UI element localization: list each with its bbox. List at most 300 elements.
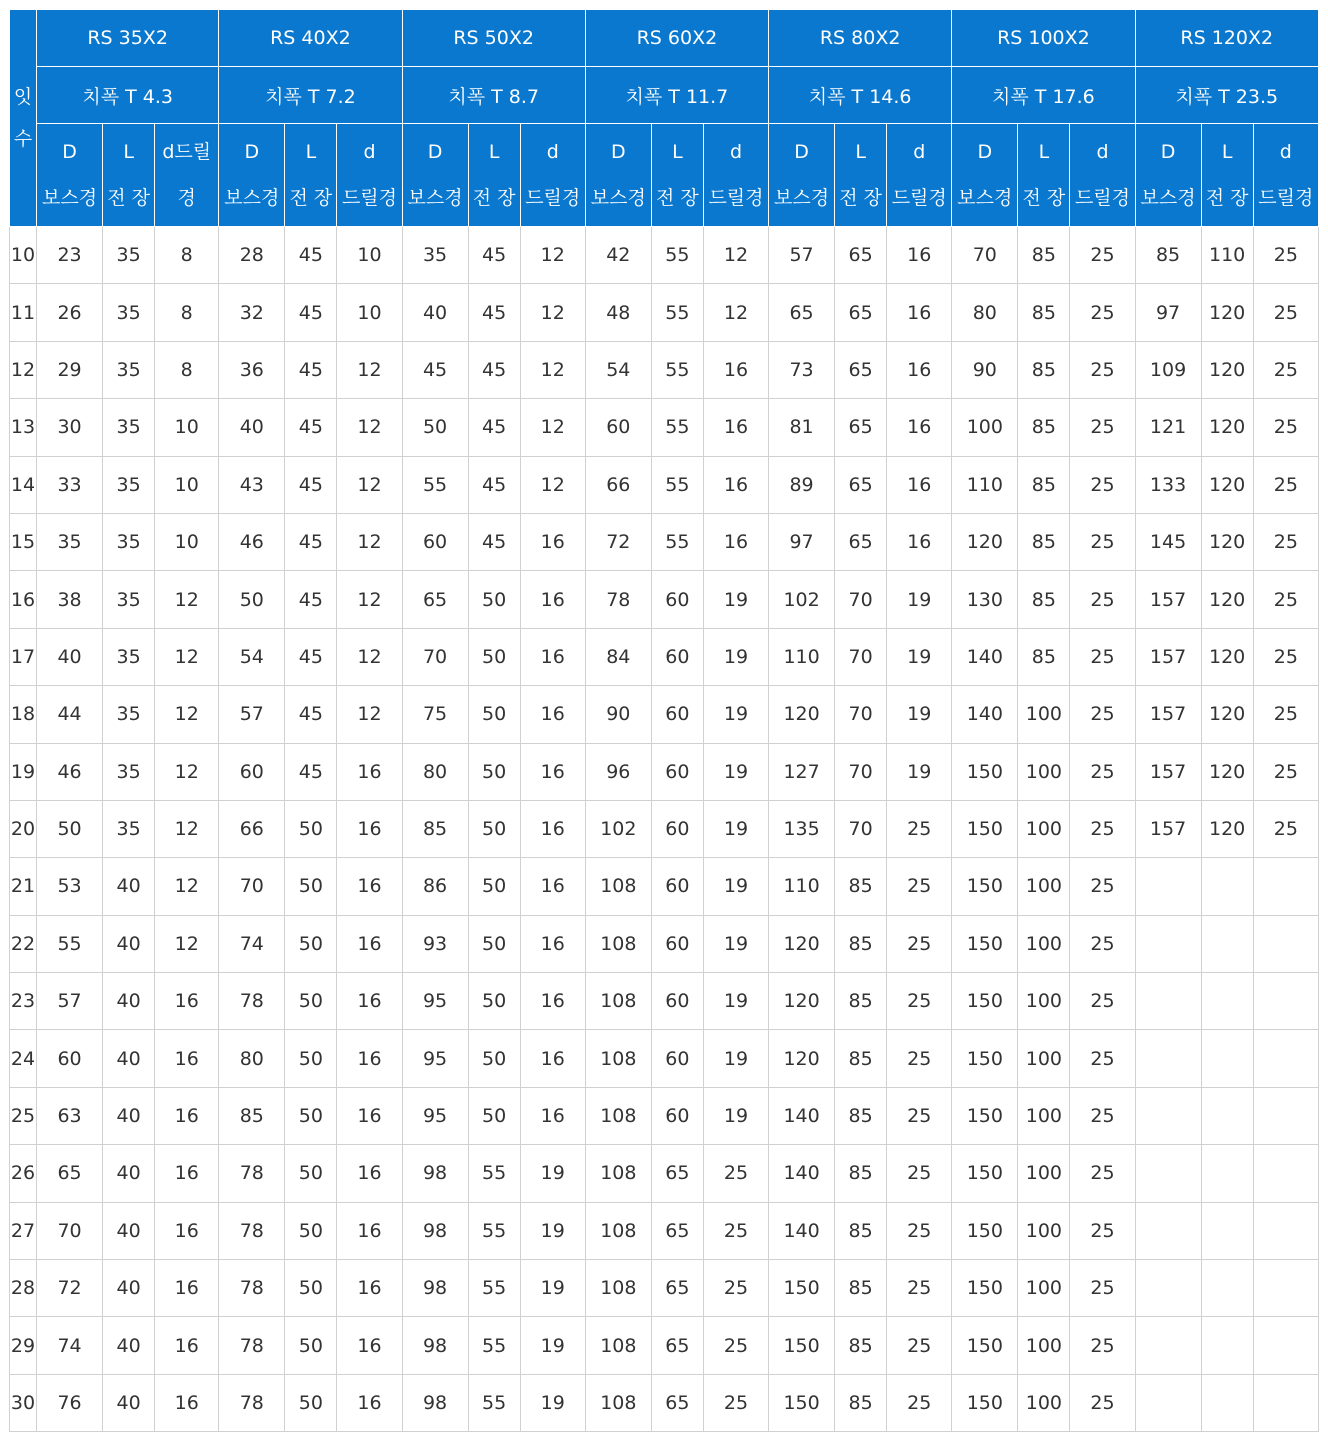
value-cell: 108 [585,1087,651,1144]
value-cell: 50 [285,1087,337,1144]
teeth-count-label-2: 수 [13,128,33,150]
value-cell: 78 [219,1374,285,1431]
value-cell: 16 [520,686,585,743]
value-cell: 46 [37,743,103,800]
value-cell: 108 [585,1202,651,1259]
value-cell: 85 [835,915,887,972]
value-cell: 74 [219,915,285,972]
value-cell: 50 [468,973,520,1030]
value-cell [1201,1145,1253,1202]
value-cell: 108 [585,1030,651,1087]
value-cell [1135,1202,1201,1259]
dimension-header [769,124,835,227]
value-cell: 40 [103,915,155,972]
value-cell: 35 [37,513,103,570]
value-cell [1253,1087,1318,1144]
value-cell: 50 [468,1030,520,1087]
value-cell [1201,1202,1253,1259]
value-cell: 12 [703,284,768,341]
dimension-symbol: d [363,141,376,163]
value-cell: 60 [585,399,651,456]
dimension-label: 보스경 [42,187,98,209]
value-cell: 81 [769,399,835,456]
value-cell: 100 [1018,686,1070,743]
value-cell: 140 [952,628,1018,685]
value-cell: 25 [1253,800,1318,857]
teeth-count-cell: 25 [10,1087,37,1144]
teeth-count-header [10,10,37,227]
dimension-label: 보스경 [590,187,646,209]
value-cell: 43 [219,456,285,513]
value-cell: 35 [103,686,155,743]
teeth-count-cell: 24 [10,1030,37,1087]
value-cell [1253,973,1318,1030]
tooth-width-header: 치폭 T 17.6 [952,67,1135,124]
dimension-symbol: D [62,141,77,163]
value-cell: 150 [769,1260,835,1317]
value-cell: 150 [952,743,1018,800]
value-cell: 25 [703,1202,768,1259]
dimension-symbol: D [244,141,260,163]
value-cell: 12 [520,399,585,456]
value-cell: 32 [219,284,285,341]
value-cell: 25 [1070,973,1135,1030]
value-cell: 60 [651,571,703,628]
value-cell: 84 [585,628,651,685]
value-cell: 50 [468,800,520,857]
value-cell: 25 [887,1260,952,1317]
value-cell: 108 [585,973,651,1030]
value-cell: 100 [1018,743,1070,800]
value-cell: 45 [285,743,337,800]
value-cell: 16 [337,1202,402,1259]
value-cell: 108 [585,1374,651,1431]
model-header: RS 80X2 [769,10,952,67]
dimension-header [520,124,585,227]
value-cell: 50 [285,858,337,915]
value-cell [1135,1145,1201,1202]
value-cell: 25 [1070,628,1135,685]
table-row [10,743,1319,800]
value-cell: 96 [585,743,651,800]
value-cell: 85 [219,1087,285,1144]
value-cell: 108 [585,858,651,915]
dimension-symbol: L [305,141,317,163]
value-cell: 85 [835,1145,887,1202]
value-cell: 102 [585,800,651,857]
value-cell: 19 [703,858,768,915]
value-cell: 25 [1070,1202,1135,1259]
teeth-count-cell: 29 [10,1317,37,1374]
dimension-header [835,124,887,227]
value-cell: 65 [769,284,835,341]
header-row-dimensions [10,124,1319,227]
tooth-width-header: 치폭 T 4.3 [37,67,219,124]
value-cell: 120 [769,973,835,1030]
value-cell: 85 [1018,628,1070,685]
value-cell: 65 [651,1202,703,1259]
value-cell: 16 [155,1030,219,1087]
value-cell: 100 [952,399,1018,456]
value-cell [1135,1260,1201,1317]
value-cell: 16 [155,1317,219,1374]
value-cell: 45 [285,513,337,570]
value-cell: 100 [1018,858,1070,915]
value-cell: 25 [1070,743,1135,800]
value-cell: 74 [37,1317,103,1374]
value-cell: 109 [1135,341,1201,398]
value-cell: 25 [1253,284,1318,341]
value-cell: 50 [285,915,337,972]
value-cell: 35 [103,227,155,284]
teeth-count-cell: 20 [10,800,37,857]
value-cell: 19 [520,1374,585,1431]
value-cell: 66 [585,456,651,513]
value-cell: 40 [103,1202,155,1259]
value-cell: 100 [1018,1202,1070,1259]
value-cell: 50 [468,1087,520,1144]
value-cell: 19 [703,743,768,800]
value-cell: 60 [37,1030,103,1087]
value-cell: 19 [703,571,768,628]
value-cell: 16 [520,858,585,915]
value-cell: 45 [285,399,337,456]
value-cell: 50 [219,571,285,628]
value-cell: 50 [37,800,103,857]
teeth-count-cell: 16 [10,571,37,628]
value-cell: 108 [585,1145,651,1202]
value-cell: 150 [952,858,1018,915]
teeth-count-cell: 10 [10,227,37,284]
value-cell: 19 [703,800,768,857]
value-cell: 16 [155,1374,219,1431]
value-cell: 19 [703,1087,768,1144]
value-cell: 12 [337,686,402,743]
value-cell: 25 [887,1374,952,1431]
table-row [10,1374,1319,1431]
value-cell: 50 [468,915,520,972]
value-cell: 60 [651,1087,703,1144]
value-cell: 40 [103,1317,155,1374]
value-cell: 12 [337,571,402,628]
value-cell: 108 [585,1260,651,1317]
teeth-count-cell: 11 [10,284,37,341]
value-cell: 110 [1201,227,1253,284]
value-cell: 25 [887,1145,952,1202]
dimension-symbol: L [1038,141,1050,163]
value-cell [1135,973,1201,1030]
value-cell [1201,858,1253,915]
value-cell: 150 [952,1202,1018,1259]
dimension-header [703,124,768,227]
dimension-header [651,124,703,227]
value-cell [1201,1260,1253,1317]
value-cell: 35 [103,800,155,857]
value-cell: 45 [285,227,337,284]
value-cell: 55 [651,456,703,513]
value-cell: 25 [703,1317,768,1374]
value-cell: 33 [37,456,103,513]
value-cell: 150 [952,1145,1018,1202]
value-cell: 8 [155,227,219,284]
value-cell: 25 [1070,227,1135,284]
teeth-count-cell: 15 [10,513,37,570]
value-cell: 19 [703,1030,768,1087]
value-cell: 120 [1201,571,1253,628]
value-cell: 16 [337,1145,402,1202]
value-cell [1135,1317,1201,1374]
value-cell: 85 [835,1317,887,1374]
value-cell: 140 [952,686,1018,743]
value-cell: 135 [769,800,835,857]
value-cell: 25 [1253,399,1318,456]
value-cell: 65 [835,341,887,398]
dimension-symbol: D [1160,141,1176,163]
value-cell: 80 [952,284,1018,341]
value-cell: 16 [520,973,585,1030]
dimension-label: 드릴경 [341,187,397,209]
value-cell: 150 [952,1317,1018,1374]
value-cell: 65 [835,399,887,456]
model-header: RS 40X2 [219,10,402,67]
value-cell [1253,858,1318,915]
dimension-label: 전 장 [1205,187,1249,209]
value-cell: 19 [887,628,952,685]
value-cell: 16 [887,284,952,341]
value-cell: 70 [402,628,468,685]
value-cell: 25 [1253,513,1318,570]
value-cell: 16 [520,800,585,857]
value-cell: 8 [155,341,219,398]
sprocket-spec-table [9,9,1319,1432]
dimension-header [1070,124,1135,227]
table-row [10,284,1319,341]
value-cell: 35 [402,227,468,284]
table-row [10,341,1319,398]
value-cell: 140 [769,1145,835,1202]
value-cell: 25 [887,915,952,972]
value-cell: 10 [155,513,219,570]
value-cell: 65 [835,456,887,513]
value-cell: 100 [1018,973,1070,1030]
dimension-header [1135,124,1201,227]
value-cell: 12 [155,915,219,972]
value-cell: 16 [887,399,952,456]
value-cell [1253,1202,1318,1259]
value-cell: 25 [887,973,952,1030]
value-cell: 12 [520,341,585,398]
dimension-label: 드릴경 [891,187,947,209]
dimension-label: 전 장 [289,187,333,209]
value-cell: 95 [402,1030,468,1087]
teeth-count-cell: 30 [10,1374,37,1431]
value-cell: 54 [219,628,285,685]
value-cell: 35 [103,341,155,398]
value-cell [1135,1374,1201,1431]
value-cell: 55 [37,915,103,972]
value-cell: 157 [1135,628,1201,685]
value-cell: 65 [651,1145,703,1202]
value-cell: 25 [1070,1317,1135,1374]
value-cell: 121 [1135,399,1201,456]
value-cell: 110 [952,456,1018,513]
value-cell: 45 [285,456,337,513]
value-cell: 16 [887,456,952,513]
value-cell: 12 [337,628,402,685]
value-cell: 60 [651,686,703,743]
value-cell: 40 [103,1260,155,1317]
value-cell: 12 [155,800,219,857]
value-cell: 57 [219,686,285,743]
value-cell: 16 [337,1317,402,1374]
value-cell: 90 [952,341,1018,398]
teeth-count-cell: 12 [10,341,37,398]
value-cell: 45 [285,341,337,398]
value-cell: 78 [585,571,651,628]
value-cell: 65 [835,284,887,341]
value-cell: 19 [703,915,768,972]
value-cell [1135,1087,1201,1144]
value-cell [1201,1087,1253,1144]
value-cell: 30 [37,399,103,456]
value-cell: 19 [703,973,768,1030]
value-cell: 25 [1070,858,1135,915]
value-cell: 40 [219,399,285,456]
value-cell: 29 [37,341,103,398]
value-cell: 55 [468,1202,520,1259]
value-cell: 57 [37,973,103,1030]
value-cell: 16 [337,915,402,972]
value-cell: 70 [952,227,1018,284]
value-cell: 53 [37,858,103,915]
value-cell: 150 [952,915,1018,972]
value-cell: 95 [402,1087,468,1144]
value-cell: 145 [1135,513,1201,570]
table-row [10,686,1319,743]
table-row [10,399,1319,456]
table-row [10,800,1319,857]
dimension-header [1253,124,1318,227]
value-cell: 102 [769,571,835,628]
value-cell: 65 [651,1260,703,1317]
value-cell: 85 [835,1087,887,1144]
teeth-count-cell: 17 [10,628,37,685]
model-header: RS 120X2 [1135,10,1318,67]
table-row [10,1202,1319,1259]
value-cell: 65 [402,571,468,628]
value-cell: 120 [769,686,835,743]
value-cell: 12 [337,399,402,456]
value-cell [1253,1317,1318,1374]
value-cell: 120 [1201,399,1253,456]
table-row [10,227,1319,284]
dimension-symbol: D [427,141,443,163]
value-cell: 60 [651,915,703,972]
tooth-width-header: 치폭 T 7.2 [219,67,402,124]
value-cell: 150 [952,1087,1018,1144]
value-cell: 25 [1070,1260,1135,1317]
dimension-symbol: d [729,141,742,163]
teeth-count-cell: 18 [10,686,37,743]
value-cell: 120 [1201,743,1253,800]
dimension-header [585,124,651,227]
header-row-models [10,10,1319,67]
value-cell: 50 [285,1202,337,1259]
value-cell: 25 [1253,628,1318,685]
value-cell: 50 [402,399,468,456]
value-cell: 25 [1253,227,1318,284]
value-cell: 55 [651,399,703,456]
value-cell: 45 [285,284,337,341]
dimension-symbol: d [1279,141,1292,163]
value-cell: 76 [37,1374,103,1431]
dimension-symbol: L [855,141,866,163]
value-cell [1253,1374,1318,1431]
value-cell: 19 [887,743,952,800]
value-cell: 60 [651,800,703,857]
value-cell: 85 [402,800,468,857]
value-cell: 25 [1253,456,1318,513]
value-cell: 50 [285,800,337,857]
value-cell: 150 [952,800,1018,857]
value-cell: 95 [402,973,468,1030]
value-cell [1201,1317,1253,1374]
value-cell: 45 [468,227,520,284]
value-cell: 16 [520,513,585,570]
value-cell: 100 [1018,915,1070,972]
dimension-symbol: L [1221,141,1233,163]
tooth-width-header: 치폭 T 23.5 [1135,67,1318,124]
value-cell: 100 [1018,1317,1070,1374]
dimension-header [1201,124,1253,227]
table-row [10,1145,1319,1202]
value-cell: 25 [1253,686,1318,743]
value-cell: 85 [1018,399,1070,456]
value-cell: 65 [651,1317,703,1374]
value-cell: 25 [703,1145,768,1202]
table-row [10,973,1319,1030]
value-cell: 120 [1201,284,1253,341]
value-cell: 25 [703,1374,768,1431]
value-cell: 16 [155,973,219,1030]
value-cell: 45 [402,341,468,398]
dimension-header [155,124,219,227]
dimension-header [103,124,155,227]
value-cell: 89 [769,456,835,513]
value-cell: 16 [337,1374,402,1431]
teeth-count-cell: 22 [10,915,37,972]
value-cell: 16 [520,743,585,800]
value-cell: 57 [769,227,835,284]
teeth-count-cell: 26 [10,1145,37,1202]
dimension-symbol: L [123,141,134,163]
value-cell: 12 [155,858,219,915]
value-cell: 120 [1201,628,1253,685]
value-cell: 98 [402,1145,468,1202]
dimension-symbol: D [794,141,809,163]
value-cell: 16 [703,456,768,513]
value-cell: 85 [1018,456,1070,513]
value-cell: 150 [769,1317,835,1374]
dimension-label: 전 장 [656,187,699,209]
value-cell: 25 [1070,1030,1135,1087]
value-cell: 60 [651,858,703,915]
value-cell: 19 [520,1145,585,1202]
value-cell: 98 [402,1374,468,1431]
table-row [10,1030,1319,1087]
value-cell: 80 [219,1030,285,1087]
value-cell: 10 [155,456,219,513]
